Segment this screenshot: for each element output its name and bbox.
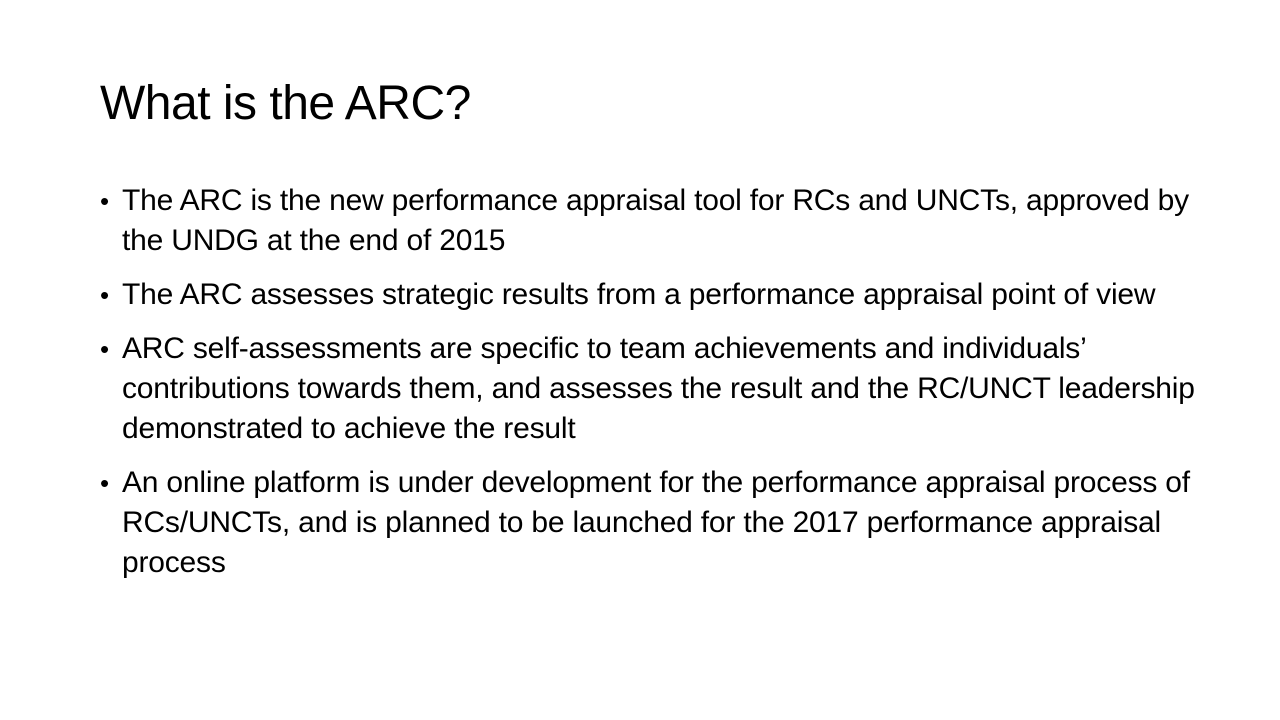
bullet-text: An online platform is under development for the performance appraisal process of RCs/UNCTs, and is planned to be launched for the 2017 performance appraisal process bbox=[122, 466, 1190, 579]
bullet-text: ARC self-assessments are specific to team achievements and individuals’ contributions towards them, and assesses the result and the RC/UNCT leadership demonstrated to achieve the result bbox=[122, 332, 1195, 445]
bullet-dot-icon: • bbox=[100, 280, 109, 310]
bullet-item bbox=[100, 275, 1210, 315]
bullet-item bbox=[100, 463, 1210, 583]
bullet-item bbox=[100, 181, 1210, 261]
bullet-dot-icon: • bbox=[100, 468, 109, 498]
bullet-dot-icon: • bbox=[100, 334, 109, 364]
bullet-list bbox=[100, 181, 1210, 597]
bullet-item bbox=[100, 329, 1210, 449]
bullet-dot-icon: • bbox=[100, 186, 109, 216]
bullet-text: The ARC assesses strategic results from a performance appraisal point of view bbox=[122, 278, 1156, 311]
bullet-text: The ARC is the new performance appraisal tool for RCs and UNCTs, approved by the UNDG at the end of 2015 bbox=[122, 184, 1189, 257]
slide-title: What is the ARC? bbox=[100, 77, 471, 130]
